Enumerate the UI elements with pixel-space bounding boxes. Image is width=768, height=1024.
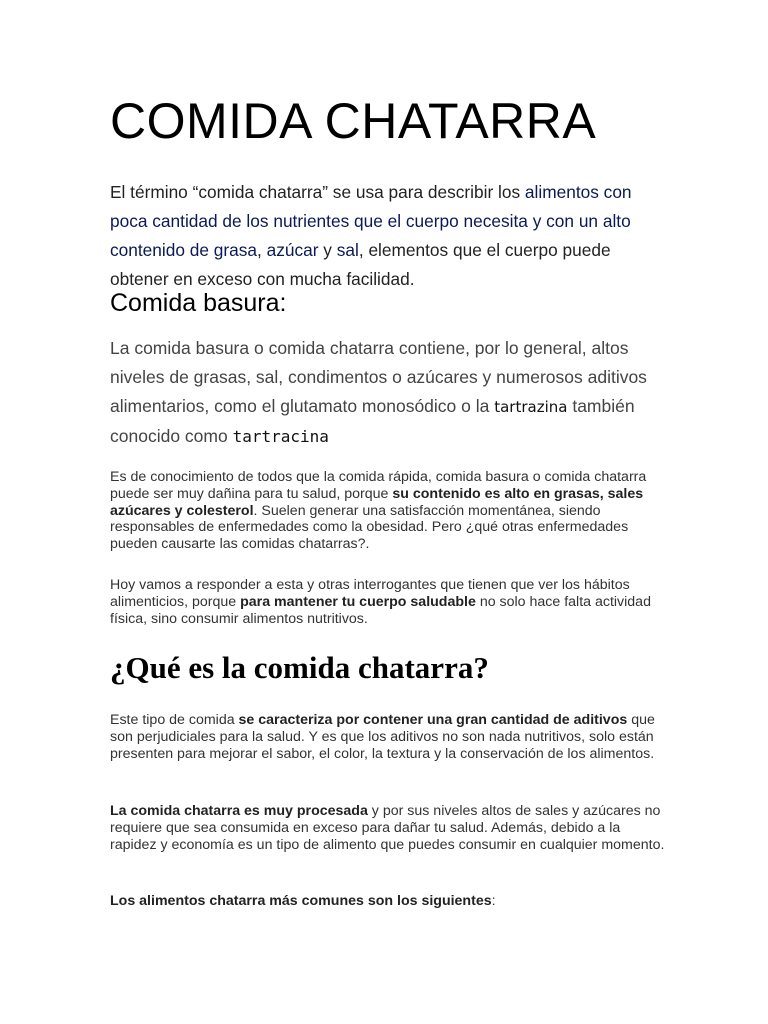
paragraph-bold: Los alimentos chatarra más comunes son los siguientes [110, 893, 492, 909]
paragraph-text: . Suelen generar una satisfacción momentánea, siendo responsables de enfermedades como la obesidad. Pero ¿qué otras enfermedades pueden causarte las comidas chatarras?. [110, 502, 629, 553]
page-title: COMIDA CHATARRA [110, 93, 597, 149]
intro-text: El término “comida chatarra” se usa para describir los [110, 182, 525, 202]
paragraph-text: y por sus niveles altos de sales y azúcares no requiere que sea consumida en exceso para dañar tu salud. Además, debido a la rapidez y economía es un tipo de alimento que puedes consumir en cualquier momento. [110, 803, 665, 853]
section-heading-basura: Comida basura: [110, 289, 287, 317]
paragraph-text: Hoy vamos a responder a esta y otras interrogantes que tienen que ver los hábitos alimenticios, porque [110, 577, 630, 610]
basura-text: La comida basura o comida chatarra contiene, por lo general, altos niveles de grasas, sal, condimentos o azúcares y numerosos aditivos alimentarios, como el glutamato monosódico o la [110, 338, 647, 416]
paragraph-text: : [491, 893, 496, 909]
link-alimentos[interactable]: alimentos con poca cantidad de los nutrientes que el cuerpo necesita y con un alto contenido de grasa [110, 182, 632, 260]
basura-text: también conocido como [110, 396, 635, 446]
basura-paragraph [110, 334, 670, 451]
intro-text: , elementos que el cuerpo puede obtener en exceso con mucha facilidad. [110, 240, 611, 289]
term-tartracina: tartracina [232, 427, 329, 446]
paragraph-bold: para mantener tu cuerpo saludable [240, 593, 476, 610]
link-sal[interactable]: sal [336, 240, 359, 260]
paragraph-text: que son perjudiciales para la salud. Y es que los aditivos no son nada nutritivos, solo están presenten para mejorar el sabor, el color, la textura y la conservación de los alimentos. [110, 712, 655, 762]
link-azucar[interactable]: azúcar [266, 240, 319, 260]
paragraph-text: no solo hace falta actividad física, sino consumir alimentos nutritivos. [110, 593, 651, 627]
paragraph-bold: se caracteriza por contener una gran cantidad de aditivos [238, 712, 628, 728]
intro-separator: , [257, 240, 267, 260]
paragraph-2 [110, 577, 670, 627]
intro-separator: y [318, 240, 337, 260]
paragraph-text: Este tipo de comida [110, 712, 239, 728]
paragraph-3 [110, 712, 670, 762]
intro-paragraph [110, 178, 670, 294]
paragraph-5 [110, 893, 670, 910]
paragraph-1 [110, 469, 670, 553]
paragraph-bold: su contenido es alto en grasas, sales azúcares y colesterol [110, 485, 644, 519]
paragraph-text: Es de conocimiento de todos que la comida rápida, comida basura o comida chatarra puede ser muy dañina para tu salud, porque [110, 469, 647, 502]
term-tartrazina: tartrazina [494, 398, 568, 416]
paragraph-4 [110, 803, 670, 853]
section-heading-que-es: ¿Qué es la comida chatarra? [110, 650, 489, 685]
paragraph-bold: La comida chatarra es muy procesada [110, 803, 368, 819]
